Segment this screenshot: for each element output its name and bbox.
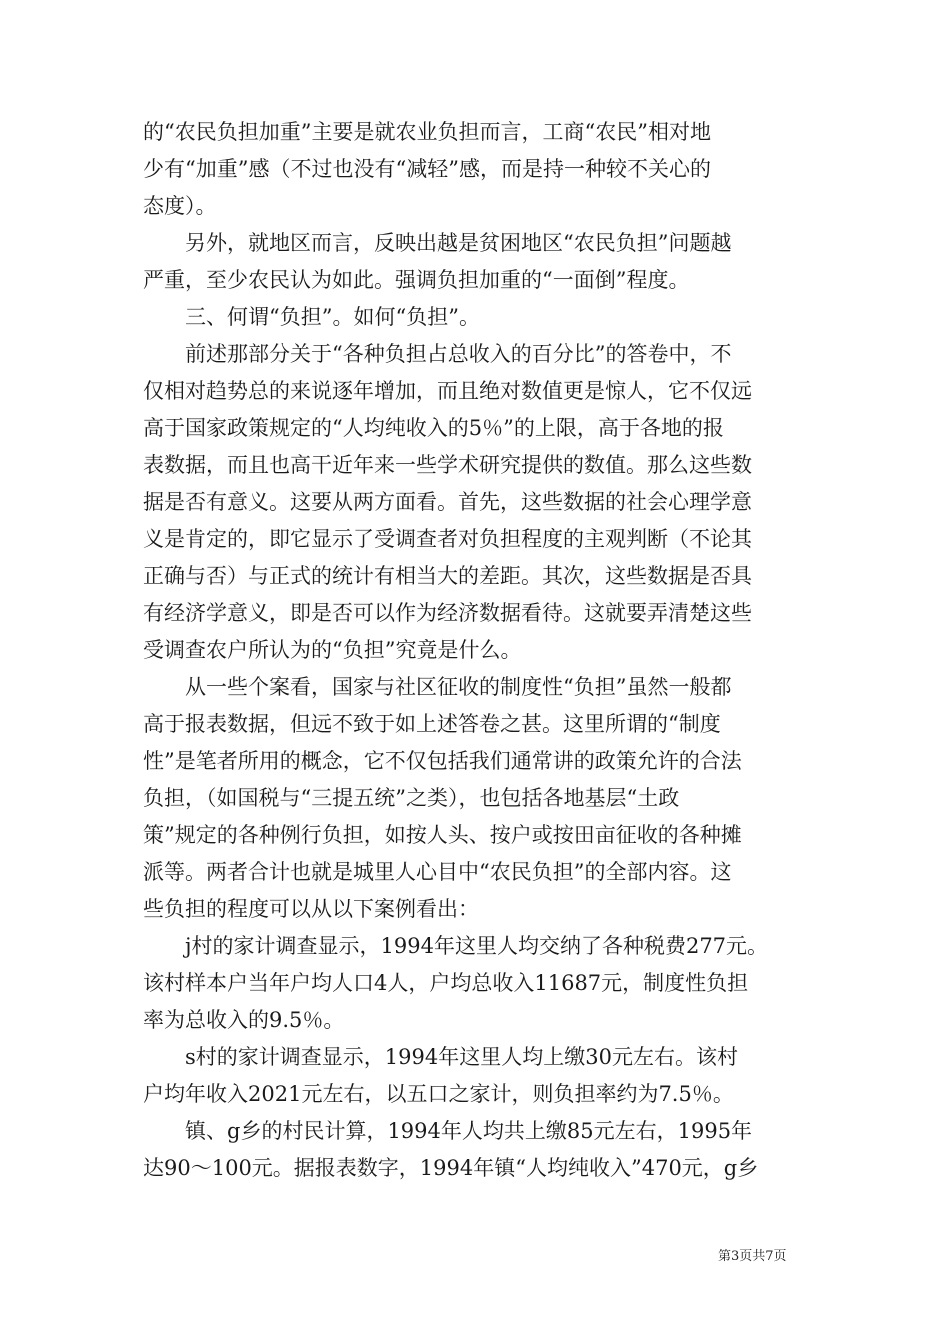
text-line: 正确与否）与正式的统计有相当大的差距。其次，这些数据是否具 xyxy=(143,564,752,588)
page-footer: 第3页共7页 xyxy=(718,1249,787,1264)
text-line: 些负担的程度可以从以下案例看出： xyxy=(143,897,479,921)
text-line: 该村样本户当年户均人口4人，户均总收入11687元，制度性负担 xyxy=(143,971,749,995)
text-line: 据是否有意义。这要从两方面看。首先，这些数据的社会心理学意 xyxy=(143,490,752,514)
document-body xyxy=(143,114,815,1187)
text-line: 表数据，而且也高干近年来一些学术研究提供的数值。那么这些数 xyxy=(143,453,752,477)
text-line: 前述那部分关于“各种负担占总收入的百分比”的答卷中，不 xyxy=(143,342,732,366)
text-line: 受调查农户所认为的“负担”究竟是什么。 xyxy=(143,638,522,662)
text-line: 从一些个案看，国家与社区征收的制度性“负担”虽然一般都 xyxy=(143,675,732,699)
text-line: 的“农民负担加重”主要是就农业负担而言，工商“农民”相对地 xyxy=(143,120,711,144)
text-line: 严重，至少农民认为如此。强调负担加重的“一面倒”程度。 xyxy=(143,268,690,292)
text-line: 态度）。 xyxy=(143,194,217,218)
text-line: 镇、g乡的村民计算，1994年人均共上缴85元左右，1995年 xyxy=(143,1119,753,1143)
text-line: 义是肯定的，即它显示了受调查者对负担程度的主观判断（不论其 xyxy=(143,527,752,551)
text-line: 策”规定的各种例行负担，如按人头、按户或按田亩征收的各种摊 xyxy=(143,823,742,847)
text-line: s村的家计调查显示，1994年这里人均上缴30元左右。该村 xyxy=(143,1045,738,1069)
text-line: 高于报表数据，但远不致于如上述答卷之甚。这里所谓的“制度 xyxy=(143,712,721,736)
text-line: 有经济学意义，即是否可以作为经济数据看待。这就要弄清楚这些 xyxy=(143,601,752,625)
text-line: 户均年收入2021元左右，以五口之家计，则负担率约为7.5％。 xyxy=(143,1082,734,1106)
text-line: j村的家计调查显示，1994年这里人均交纳了各种税费277元。 xyxy=(143,934,769,958)
text-line: 负担，（如国税与“三提五统”之类），也包括各地基层“土政 xyxy=(143,786,680,810)
text-line: 率为总收入的9.5％。 xyxy=(143,1008,345,1032)
text-line: 达90～100元。据报表数字，1994年镇“人均纯收入”470元，g乡 xyxy=(143,1156,759,1180)
text-line: 少有“加重”感（不过也没有“减轻”感，而是持一种较不关心的 xyxy=(143,157,711,181)
section-heading: 三、何谓“负担”。如何“负担”。 xyxy=(143,305,480,329)
text-line: 高于国家政策规定的“人均纯收入的5％”的上限，高于各地的报 xyxy=(143,416,724,440)
text-line: 仅相对趋势总的来说逐年增加，而且绝对数值更是惊人，它不仅远 xyxy=(143,379,752,403)
text-line: 另外，就地区而言，反映出越是贫困地区“农民负担”问题越 xyxy=(143,231,732,255)
text-line: 派等。两者合计也就是城里人心目中“农民负担”的全部内容。这 xyxy=(143,860,732,884)
text-line: 性”是笔者所用的概念，它不仅包括我们通常讲的政策允许的合法 xyxy=(143,749,742,773)
